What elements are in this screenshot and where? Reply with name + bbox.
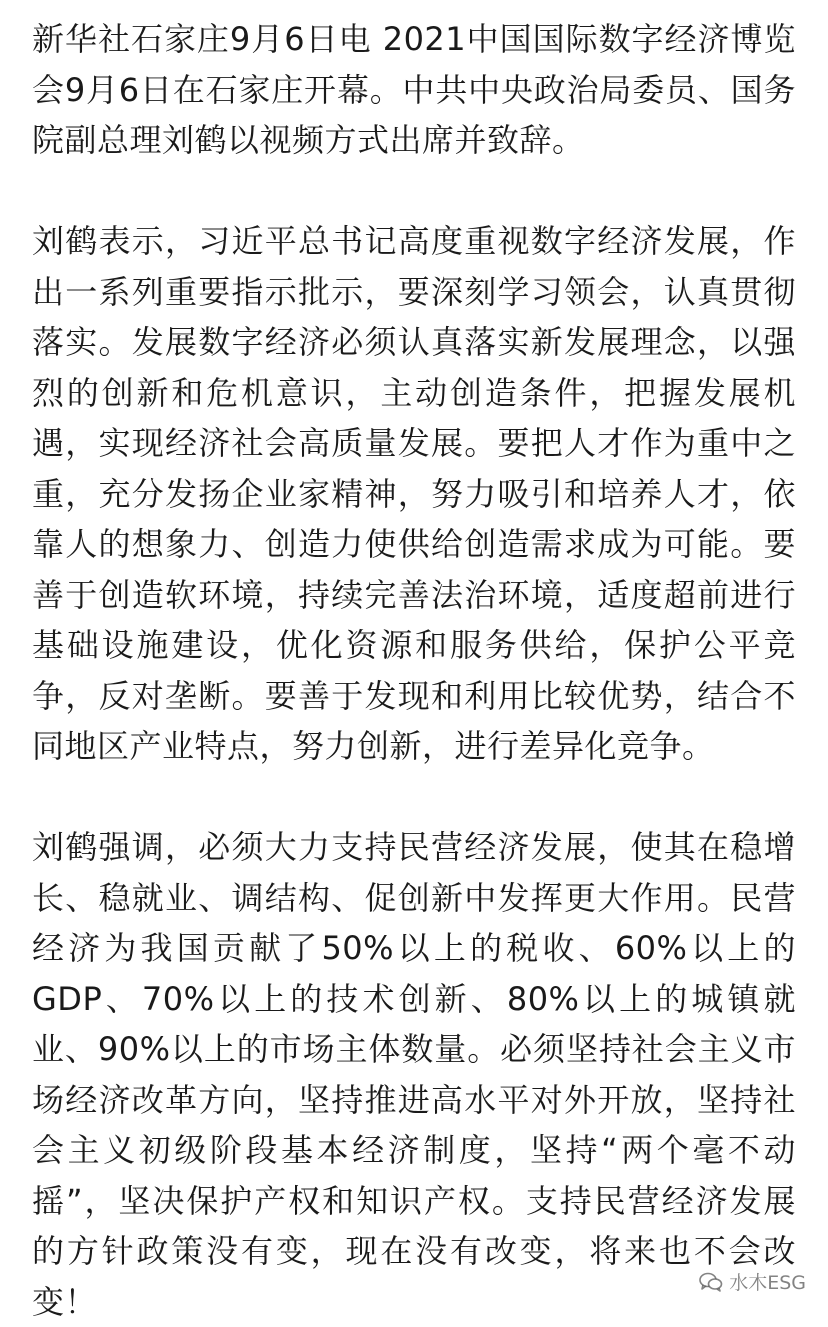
paragraph-private-economy: 刘鹤强调，必须大力支持民营经济发展，使其在稳增长、稳就业、调结构、促创新中发挥更大作用。民营经济为我国贡献了50%以上的税收、60%以上的GDP、70%以上的技术创新、80%以上的城镇就业、90%以上的市场主体数量。必须坚持社会主义市场经济改革方向，坚持推进高水平对外开放，坚持社会主义初级阶段基本经济制度，坚持“两个毫不动摇”，坚决保护产权和知识产权。支持民营经济发展的方针政策没有变，现在没有改变，将来也不会改变！	[32, 828, 796, 1321]
wechat-icon	[699, 1272, 723, 1292]
article-body	[32, 14, 796, 1327]
watermark-text: 水木ESG	[729, 1272, 806, 1294]
paragraph-digital-economy: 刘鹤表示，习近平总书记高度重视数字经济发展，作出一系列重要指示批示，要深刻学习领会，认真贯彻落实。发展数字经济必须认真落实新发展理念，以强烈的创新和危机意识，主动创造条件，把握发展机遇，实现经济社会高质量发展。要把人才作为重中之重，充分发扬企业家精神，努力吸引和培养人才，依靠人的想象力、创造力使供给创造需求成为可能。要善于创造软环境，持续完善法治环境，适度超前进行基础设施建设，优化资源和服务供给，保护公平竞争，反对垄断。要善于发现和利用比较优势，结合不同地区产业特点，努力创新，进行差异化竞争。	[32, 222, 796, 765]
paragraph-intro: 新华社石家庄9月6日电 2021中国国际数字经济博览会9月6日在石家庄开幕。中共中央政治局委员、国务院副总理刘鹤以视频方式出席并致辞。	[32, 20, 796, 159]
watermark	[699, 1268, 806, 1295]
